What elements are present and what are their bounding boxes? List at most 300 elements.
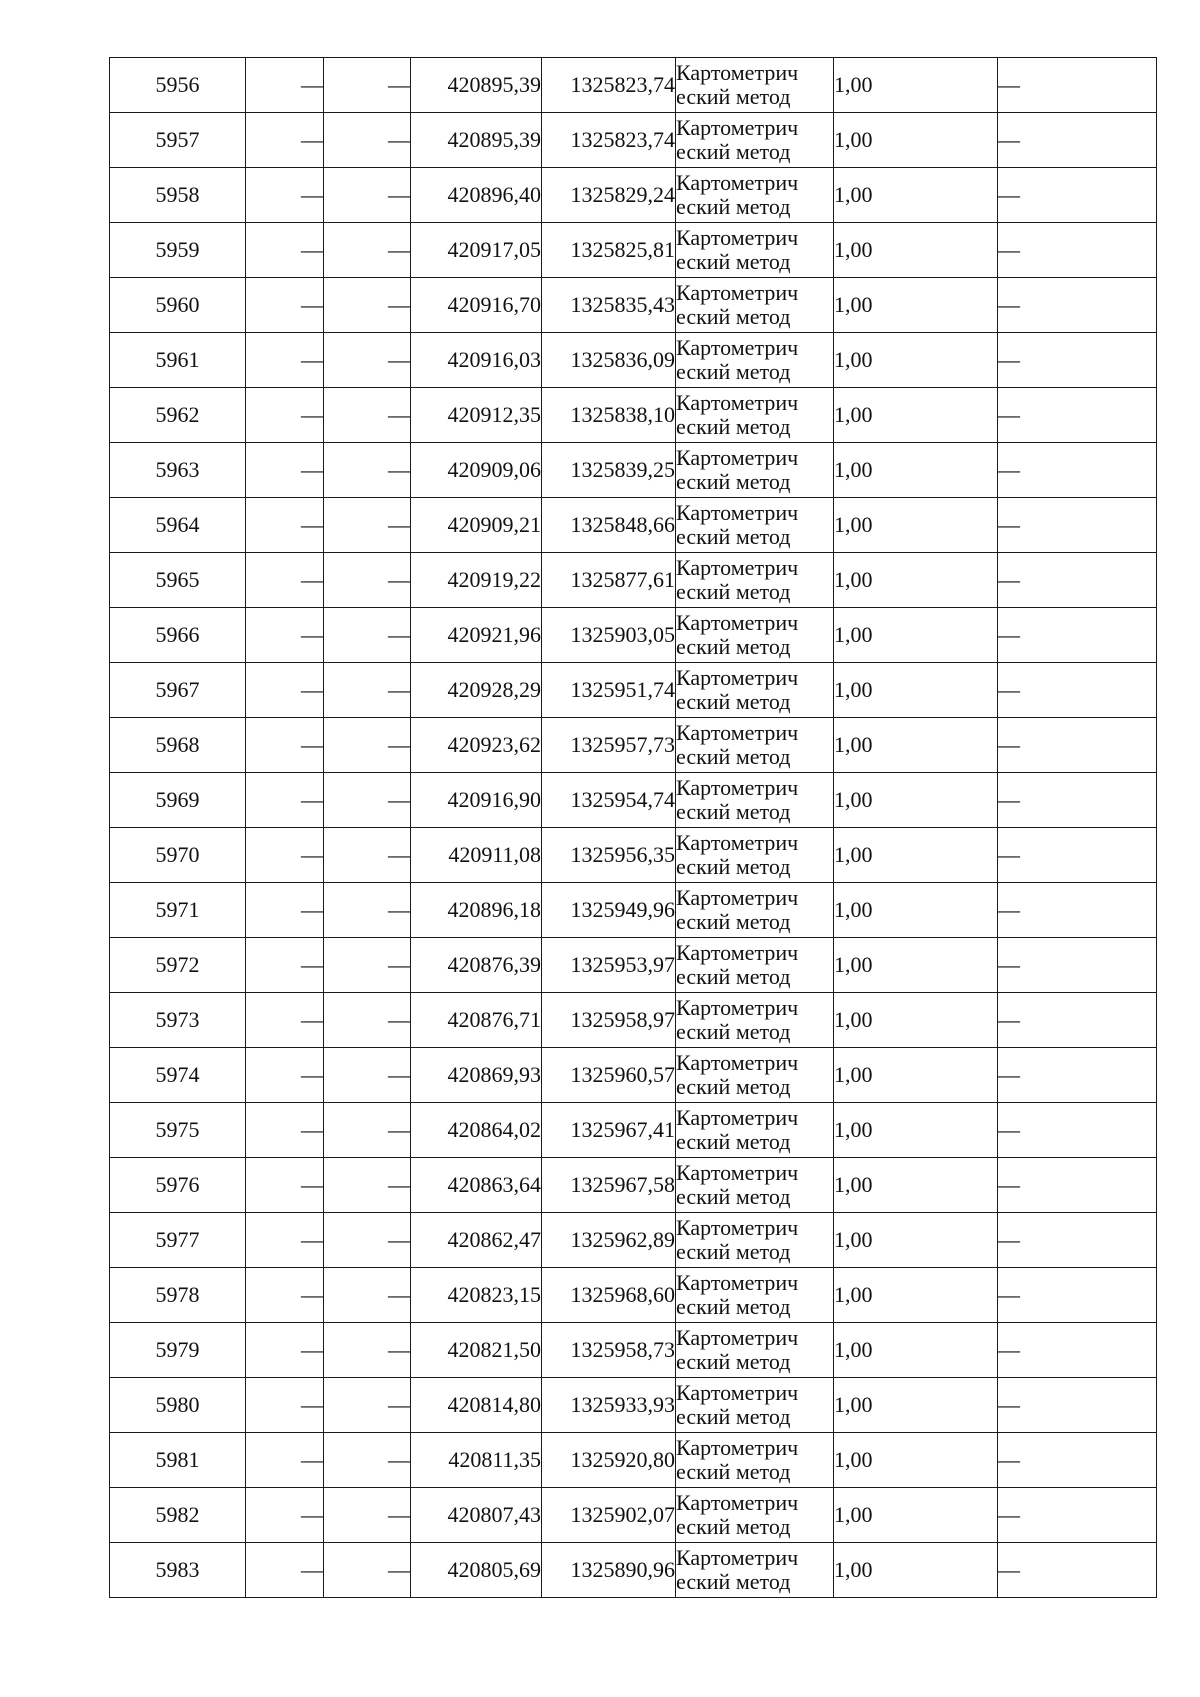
method-cell <box>676 993 834 1048</box>
empty-dash-cell: — <box>324 168 411 223</box>
method-line-2: еский метод <box>676 854 791 879</box>
empty-dash-cell: — <box>324 333 411 388</box>
y-coordinate-cell: 1325958,97 <box>542 993 676 1048</box>
point-number-cell: 5973 <box>110 993 246 1048</box>
point-number-cell: 5974 <box>110 1048 246 1103</box>
empty-dash-cell: — <box>324 1048 411 1103</box>
method-cell <box>676 773 834 828</box>
x-coordinate-cell: 420876,39 <box>411 938 542 993</box>
method-cell <box>676 1433 834 1488</box>
x-coordinate-cell: 420921,96 <box>411 608 542 663</box>
table-row <box>110 1158 1157 1213</box>
x-coordinate-cell: 420896,18 <box>411 883 542 938</box>
table-row <box>110 608 1157 663</box>
accuracy-cell: 1,00 <box>834 773 998 828</box>
point-number-cell: 5961 <box>110 333 246 388</box>
x-coordinate-cell: 420896,40 <box>411 168 542 223</box>
empty-dash-cell: — <box>324 828 411 883</box>
y-coordinate-cell: 1325962,89 <box>542 1213 676 1268</box>
table-body <box>110 58 1157 1598</box>
x-coordinate-cell: 420916,70 <box>411 278 542 333</box>
method-line-2: еский метод <box>676 909 791 934</box>
empty-dash-cell: — <box>246 168 324 223</box>
coordinates-table <box>109 57 1157 1598</box>
accuracy-cell: 1,00 <box>834 223 998 278</box>
y-coordinate-cell: 1325890,96 <box>542 1543 676 1598</box>
method-line-2: еский метод <box>676 524 791 549</box>
method-line-2: еский метод <box>676 1074 791 1099</box>
table-row <box>110 388 1157 443</box>
method-cell <box>676 1268 834 1323</box>
method-cell <box>676 1323 834 1378</box>
method-line-1: Картометрич <box>676 335 799 360</box>
point-number-cell: 5967 <box>110 663 246 718</box>
empty-dash-cell: — <box>324 1103 411 1158</box>
accuracy-cell: 1,00 <box>834 883 998 938</box>
method-line-2: еский метод <box>676 1239 791 1264</box>
empty-dash-cell: — <box>246 718 324 773</box>
accuracy-cell: 1,00 <box>834 1543 998 1598</box>
table-row <box>110 828 1157 883</box>
point-number-cell: 5972 <box>110 938 246 993</box>
method-cell <box>676 828 834 883</box>
table-row <box>110 498 1157 553</box>
y-coordinate-cell: 1325957,73 <box>542 718 676 773</box>
empty-dash-cell: — <box>246 1433 324 1488</box>
method-cell <box>676 223 834 278</box>
empty-dash-cell: — <box>324 443 411 498</box>
point-number-cell: 5969 <box>110 773 246 828</box>
empty-dash-cell: — <box>998 883 1157 938</box>
empty-dash-cell: — <box>246 1103 324 1158</box>
x-coordinate-cell: 420821,50 <box>411 1323 542 1378</box>
x-coordinate-cell: 420919,22 <box>411 553 542 608</box>
accuracy-cell: 1,00 <box>834 938 998 993</box>
point-number-cell: 5957 <box>110 113 246 168</box>
point-number-cell: 5980 <box>110 1378 246 1433</box>
empty-dash-cell: — <box>246 1488 324 1543</box>
accuracy-cell: 1,00 <box>834 993 998 1048</box>
empty-dash-cell: — <box>324 1268 411 1323</box>
point-number-cell: 5970 <box>110 828 246 883</box>
y-coordinate-cell: 1325967,58 <box>542 1158 676 1213</box>
method-line-1: Картометрич <box>676 665 799 690</box>
table-row <box>110 58 1157 113</box>
method-line-2: еский метод <box>676 1184 791 1209</box>
point-number-cell: 5978 <box>110 1268 246 1323</box>
table-row <box>110 1103 1157 1158</box>
empty-dash-cell: — <box>998 278 1157 333</box>
method-line-1: Картометрич <box>676 1160 799 1185</box>
method-line-1: Картометрич <box>676 390 799 415</box>
method-cell <box>676 58 834 113</box>
accuracy-cell: 1,00 <box>834 498 998 553</box>
method-line-1: Картометрич <box>676 60 799 85</box>
accuracy-cell: 1,00 <box>834 278 998 333</box>
method-line-1: Картометрич <box>676 445 799 470</box>
x-coordinate-cell: 420912,35 <box>411 388 542 443</box>
y-coordinate-cell: 1325968,60 <box>542 1268 676 1323</box>
empty-dash-cell: — <box>324 1543 411 1598</box>
point-number-cell: 5979 <box>110 1323 246 1378</box>
point-number-cell: 5968 <box>110 718 246 773</box>
empty-dash-cell: — <box>324 58 411 113</box>
point-number-cell: 5959 <box>110 223 246 278</box>
empty-dash-cell: — <box>998 1158 1157 1213</box>
x-coordinate-cell: 420807,43 <box>411 1488 542 1543</box>
method-cell <box>676 1103 834 1158</box>
empty-dash-cell: — <box>246 1158 324 1213</box>
y-coordinate-cell: 1325951,74 <box>542 663 676 718</box>
empty-dash-cell: — <box>998 1103 1157 1158</box>
method-line-1: Картометрич <box>676 1050 799 1075</box>
method-cell <box>676 883 834 938</box>
method-line-1: Картометрич <box>676 555 799 580</box>
table-row <box>110 1268 1157 1323</box>
accuracy-cell: 1,00 <box>834 1268 998 1323</box>
empty-dash-cell: — <box>998 443 1157 498</box>
method-cell <box>676 718 834 773</box>
y-coordinate-cell: 1325953,97 <box>542 938 676 993</box>
x-coordinate-cell: 420916,03 <box>411 333 542 388</box>
table-row <box>110 1213 1157 1268</box>
empty-dash-cell: — <box>324 1158 411 1213</box>
empty-dash-cell: — <box>246 1048 324 1103</box>
x-coordinate-cell: 420864,02 <box>411 1103 542 1158</box>
empty-dash-cell: — <box>246 1378 324 1433</box>
point-number-cell: 5963 <box>110 443 246 498</box>
point-number-cell: 5964 <box>110 498 246 553</box>
method-line-2: еский метод <box>676 799 791 824</box>
empty-dash-cell: — <box>998 168 1157 223</box>
y-coordinate-cell: 1325848,66 <box>542 498 676 553</box>
empty-dash-cell: — <box>998 223 1157 278</box>
method-line-1: Картометрич <box>676 940 799 965</box>
table-row <box>110 773 1157 828</box>
method-line-2: еский метод <box>676 1514 791 1539</box>
accuracy-cell: 1,00 <box>834 828 998 883</box>
x-coordinate-cell: 420823,15 <box>411 1268 542 1323</box>
method-line-1: Картометрич <box>676 775 799 800</box>
empty-dash-cell: — <box>998 828 1157 883</box>
accuracy-cell: 1,00 <box>834 443 998 498</box>
empty-dash-cell: — <box>324 1213 411 1268</box>
table-row <box>110 663 1157 718</box>
empty-dash-cell: — <box>998 718 1157 773</box>
y-coordinate-cell: 1325836,09 <box>542 333 676 388</box>
method-line-1: Картометрич <box>676 1270 799 1295</box>
empty-dash-cell: — <box>246 333 324 388</box>
y-coordinate-cell: 1325960,57 <box>542 1048 676 1103</box>
accuracy-cell: 1,00 <box>834 1378 998 1433</box>
method-cell <box>676 1378 834 1433</box>
y-coordinate-cell: 1325823,74 <box>542 58 676 113</box>
accuracy-cell: 1,00 <box>834 718 998 773</box>
x-coordinate-cell: 420811,35 <box>411 1433 542 1488</box>
empty-dash-cell: — <box>998 608 1157 663</box>
y-coordinate-cell: 1325825,81 <box>542 223 676 278</box>
method-cell <box>676 443 834 498</box>
empty-dash-cell: — <box>998 553 1157 608</box>
x-coordinate-cell: 420869,93 <box>411 1048 542 1103</box>
point-number-cell: 5981 <box>110 1433 246 1488</box>
method-line-1: Картометрич <box>676 1435 799 1460</box>
method-line-2: еский метод <box>676 1569 791 1594</box>
empty-dash-cell: — <box>246 278 324 333</box>
accuracy-cell: 1,00 <box>834 663 998 718</box>
empty-dash-cell: — <box>998 1268 1157 1323</box>
empty-dash-cell: — <box>324 388 411 443</box>
empty-dash-cell: — <box>998 113 1157 168</box>
empty-dash-cell: — <box>998 663 1157 718</box>
y-coordinate-cell: 1325835,43 <box>542 278 676 333</box>
method-line-1: Картометрич <box>676 1105 799 1130</box>
point-number-cell: 5971 <box>110 883 246 938</box>
empty-dash-cell: — <box>324 1323 411 1378</box>
method-line-2: еский метод <box>676 84 791 109</box>
empty-dash-cell: — <box>324 1378 411 1433</box>
empty-dash-cell: — <box>246 828 324 883</box>
empty-dash-cell: — <box>998 938 1157 993</box>
accuracy-cell: 1,00 <box>834 1488 998 1543</box>
y-coordinate-cell: 1325958,73 <box>542 1323 676 1378</box>
method-line-2: еский метод <box>676 1294 791 1319</box>
empty-dash-cell: — <box>998 498 1157 553</box>
table-row <box>110 1543 1157 1598</box>
empty-dash-cell: — <box>998 993 1157 1048</box>
accuracy-cell: 1,00 <box>834 1213 998 1268</box>
x-coordinate-cell: 420923,62 <box>411 718 542 773</box>
empty-dash-cell: — <box>246 993 324 1048</box>
method-cell <box>676 1543 834 1598</box>
empty-dash-cell: — <box>998 58 1157 113</box>
method-line-2: еский метод <box>676 304 791 329</box>
method-cell <box>676 938 834 993</box>
empty-dash-cell: — <box>998 1323 1157 1378</box>
empty-dash-cell: — <box>246 608 324 663</box>
method-line-1: Картометрич <box>676 720 799 745</box>
method-cell <box>676 388 834 443</box>
accuracy-cell: 1,00 <box>834 1048 998 1103</box>
y-coordinate-cell: 1325954,74 <box>542 773 676 828</box>
x-coordinate-cell: 420876,71 <box>411 993 542 1048</box>
table-row <box>110 883 1157 938</box>
empty-dash-cell: — <box>324 498 411 553</box>
point-number-cell: 5982 <box>110 1488 246 1543</box>
table-row <box>110 223 1157 278</box>
method-line-2: еский метод <box>676 1459 791 1484</box>
empty-dash-cell: — <box>998 1433 1157 1488</box>
method-line-1: Картометрич <box>676 830 799 855</box>
accuracy-cell: 1,00 <box>834 1433 998 1488</box>
point-number-cell: 5965 <box>110 553 246 608</box>
method-cell <box>676 498 834 553</box>
empty-dash-cell: — <box>324 223 411 278</box>
method-cell <box>676 333 834 388</box>
empty-dash-cell: — <box>324 938 411 993</box>
accuracy-cell: 1,00 <box>834 608 998 663</box>
y-coordinate-cell: 1325877,61 <box>542 553 676 608</box>
table-row <box>110 278 1157 333</box>
method-line-1: Картометрич <box>676 1380 799 1405</box>
empty-dash-cell: — <box>324 993 411 1048</box>
table-row <box>110 1488 1157 1543</box>
table-row <box>110 993 1157 1048</box>
table-row <box>110 553 1157 608</box>
empty-dash-cell: — <box>324 553 411 608</box>
empty-dash-cell: — <box>246 113 324 168</box>
empty-dash-cell: — <box>324 1433 411 1488</box>
method-line-2: еский метод <box>676 414 791 439</box>
method-line-1: Картометрич <box>676 1325 799 1350</box>
method-line-2: еский метод <box>676 634 791 659</box>
y-coordinate-cell: 1325903,05 <box>542 608 676 663</box>
table-row <box>110 718 1157 773</box>
x-coordinate-cell: 420916,90 <box>411 773 542 828</box>
empty-dash-cell: — <box>324 608 411 663</box>
method-line-2: еский метод <box>676 579 791 604</box>
x-coordinate-cell: 420911,08 <box>411 828 542 883</box>
table-row <box>110 333 1157 388</box>
method-line-1: Картометрич <box>676 1215 799 1240</box>
y-coordinate-cell: 1325902,07 <box>542 1488 676 1543</box>
y-coordinate-cell: 1325920,80 <box>542 1433 676 1488</box>
empty-dash-cell: — <box>324 113 411 168</box>
method-line-1: Картометрич <box>676 225 799 250</box>
empty-dash-cell: — <box>246 663 324 718</box>
method-line-2: еский метод <box>676 139 791 164</box>
method-line-1: Картометрич <box>676 1490 799 1515</box>
empty-dash-cell: — <box>324 773 411 828</box>
y-coordinate-cell: 1325823,74 <box>542 113 676 168</box>
empty-dash-cell: — <box>998 1213 1157 1268</box>
y-coordinate-cell: 1325933,93 <box>542 1378 676 1433</box>
method-cell <box>676 663 834 718</box>
table-row <box>110 1378 1157 1433</box>
accuracy-cell: 1,00 <box>834 168 998 223</box>
method-line-2: еский метод <box>676 1019 791 1044</box>
point-number-cell: 5958 <box>110 168 246 223</box>
table-row <box>110 113 1157 168</box>
empty-dash-cell: — <box>998 333 1157 388</box>
table-row <box>110 1048 1157 1103</box>
empty-dash-cell: — <box>246 58 324 113</box>
method-cell <box>676 553 834 608</box>
x-coordinate-cell: 420863,64 <box>411 1158 542 1213</box>
table-row <box>110 443 1157 498</box>
method-cell <box>676 1488 834 1543</box>
empty-dash-cell: — <box>324 1488 411 1543</box>
empty-dash-cell: — <box>246 1268 324 1323</box>
method-cell <box>676 168 834 223</box>
method-line-1: Картометрич <box>676 885 799 910</box>
method-line-1: Картометрич <box>676 115 799 140</box>
accuracy-cell: 1,00 <box>834 333 998 388</box>
method-line-2: еский метод <box>676 469 791 494</box>
x-coordinate-cell: 420862,47 <box>411 1213 542 1268</box>
method-line-1: Картометрич <box>676 280 799 305</box>
method-cell <box>676 113 834 168</box>
y-coordinate-cell: 1325829,24 <box>542 168 676 223</box>
accuracy-cell: 1,00 <box>834 58 998 113</box>
method-cell <box>676 1048 834 1103</box>
empty-dash-cell: — <box>998 1488 1157 1543</box>
x-coordinate-cell: 420928,29 <box>411 663 542 718</box>
empty-dash-cell: — <box>998 1543 1157 1598</box>
point-number-cell: 5983 <box>110 1543 246 1598</box>
method-line-1: Картометрич <box>676 170 799 195</box>
empty-dash-cell: — <box>324 883 411 938</box>
accuracy-cell: 1,00 <box>834 1103 998 1158</box>
method-line-1: Картометрич <box>676 995 799 1020</box>
empty-dash-cell: — <box>324 663 411 718</box>
method-line-2: еский метод <box>676 689 791 714</box>
empty-dash-cell: — <box>246 1213 324 1268</box>
y-coordinate-cell: 1325967,41 <box>542 1103 676 1158</box>
method-cell <box>676 608 834 663</box>
method-line-2: еский метод <box>676 359 791 384</box>
empty-dash-cell: — <box>324 718 411 773</box>
accuracy-cell: 1,00 <box>834 553 998 608</box>
method-line-2: еский метод <box>676 964 791 989</box>
empty-dash-cell: — <box>324 278 411 333</box>
empty-dash-cell: — <box>246 553 324 608</box>
method-line-1: Картометрич <box>676 610 799 635</box>
point-number-cell: 5962 <box>110 388 246 443</box>
method-line-2: еский метод <box>676 1404 791 1429</box>
y-coordinate-cell: 1325838,10 <box>542 388 676 443</box>
empty-dash-cell: — <box>246 938 324 993</box>
x-coordinate-cell: 420805,69 <box>411 1543 542 1598</box>
accuracy-cell: 1,00 <box>834 1323 998 1378</box>
empty-dash-cell: — <box>998 1048 1157 1103</box>
y-coordinate-cell: 1325949,96 <box>542 883 676 938</box>
x-coordinate-cell: 420909,21 <box>411 498 542 553</box>
empty-dash-cell: — <box>246 1323 324 1378</box>
point-number-cell: 5975 <box>110 1103 246 1158</box>
accuracy-cell: 1,00 <box>834 1158 998 1213</box>
point-number-cell: 5960 <box>110 278 246 333</box>
method-line-2: еский метод <box>676 1349 791 1374</box>
empty-dash-cell: — <box>998 1378 1157 1433</box>
x-coordinate-cell: 420814,80 <box>411 1378 542 1433</box>
empty-dash-cell: — <box>246 443 324 498</box>
point-number-cell: 5976 <box>110 1158 246 1213</box>
empty-dash-cell: — <box>246 773 324 828</box>
x-coordinate-cell: 420895,39 <box>411 58 542 113</box>
method-line-1: Картометрич <box>676 500 799 525</box>
method-line-2: еский метод <box>676 744 791 769</box>
x-coordinate-cell: 420917,05 <box>411 223 542 278</box>
method-cell <box>676 278 834 333</box>
empty-dash-cell: — <box>998 388 1157 443</box>
method-line-1: Картометрич <box>676 1545 799 1570</box>
empty-dash-cell: — <box>246 498 324 553</box>
point-number-cell: 5956 <box>110 58 246 113</box>
method-line-2: еский метод <box>676 249 791 274</box>
table-row <box>110 168 1157 223</box>
method-line-2: еский метод <box>676 194 791 219</box>
method-line-2: еский метод <box>676 1129 791 1154</box>
x-coordinate-cell: 420895,39 <box>411 113 542 168</box>
x-coordinate-cell: 420909,06 <box>411 443 542 498</box>
empty-dash-cell: — <box>246 883 324 938</box>
point-number-cell: 5966 <box>110 608 246 663</box>
empty-dash-cell: — <box>246 223 324 278</box>
y-coordinate-cell: 1325839,25 <box>542 443 676 498</box>
y-coordinate-cell: 1325956,35 <box>542 828 676 883</box>
method-cell <box>676 1213 834 1268</box>
